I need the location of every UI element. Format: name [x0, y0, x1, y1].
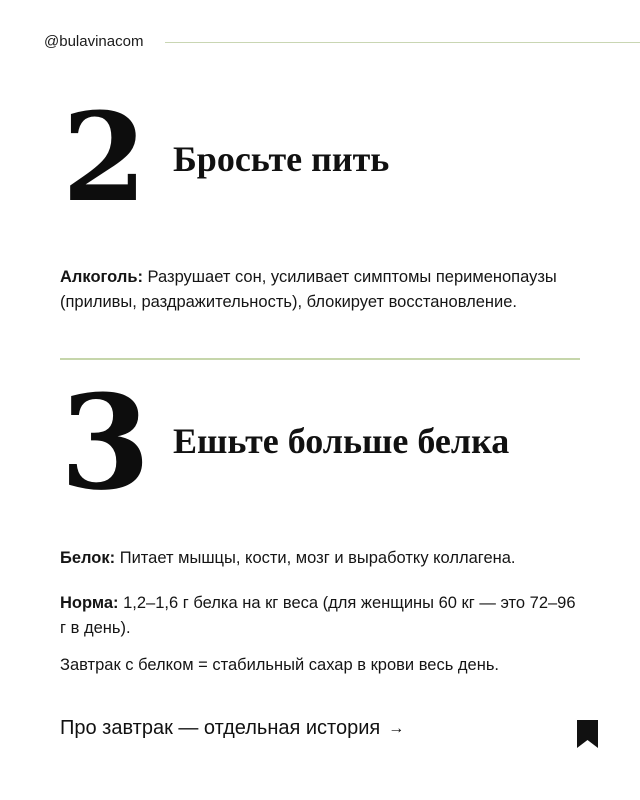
section-title-2: Бросьте пить — [173, 139, 390, 179]
alcohol-text: Разрушает сон, усиливает симптомы перименопаузы (приливы, раздражительность), блокирует восстановление. — [60, 268, 557, 311]
section-number-2: 2 — [62, 85, 147, 229]
protein-label: Белок: — [60, 549, 116, 567]
breakfast-link[interactable] — [60, 717, 404, 740]
breakfast-link-text: Про завтрак — отдельная история — [60, 717, 381, 739]
handle: @bulavinacom — [44, 33, 144, 50]
protein-paragraph — [60, 546, 605, 571]
section-number-3: 3 — [60, 366, 151, 519]
protein-text: Питает мышцы, кости, мозг и выработку коллагена. — [115, 549, 516, 567]
alcohol-label: Алкоголь: — [60, 268, 143, 286]
norm-label: Норма: — [60, 594, 119, 612]
norm-paragraph — [60, 591, 580, 641]
top-divider — [165, 42, 640, 43]
arrow-right-icon: → — [388, 719, 405, 737]
section-title-3: Ешьте больше белка — [173, 421, 510, 461]
section-divider — [60, 358, 580, 360]
bookmark-icon[interactable] — [577, 720, 598, 748]
breakfast-paragraph — [60, 653, 605, 678]
breakfast-text: Завтрак с белком = стабильный сахар в крови весь день. — [60, 656, 500, 674]
norm-text: 1,2–1,6 г белка на кг веса (для женщины 60 кг — это 72–96 г в день). — [60, 594, 576, 637]
alcohol-paragraph — [60, 265, 605, 315]
